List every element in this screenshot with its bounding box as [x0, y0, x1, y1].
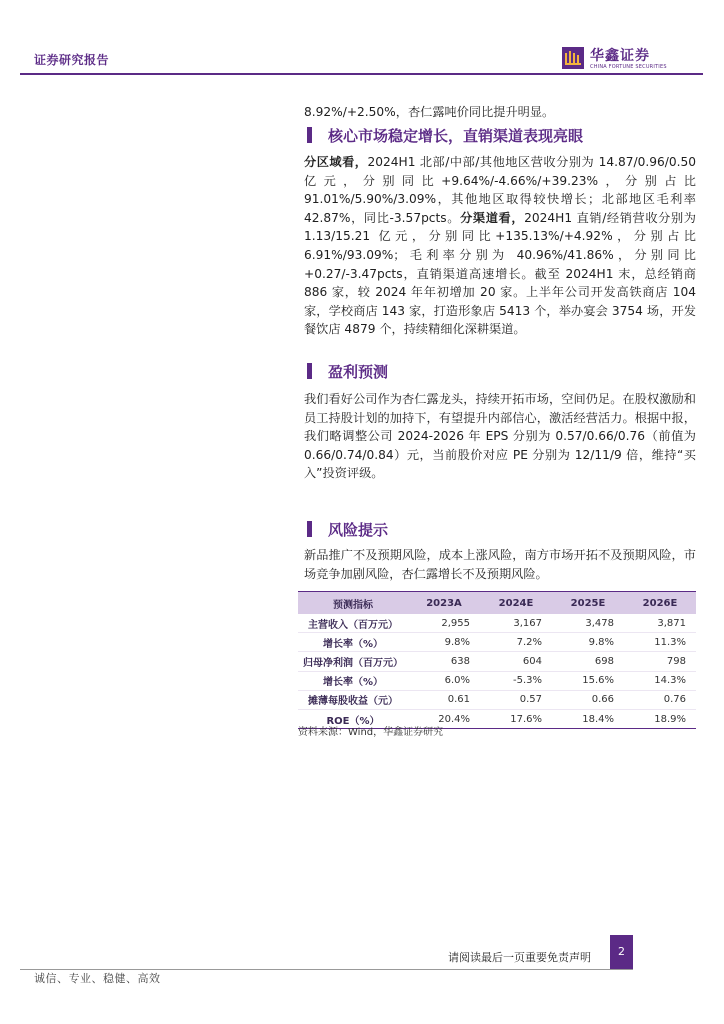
row-label: 增长率（%） [298, 633, 408, 652]
table-cell: 3,871 [624, 614, 696, 633]
table-cell: 798 [624, 652, 696, 671]
table-header-cell: 预测指标 [298, 592, 408, 615]
table-cell: -5.3% [480, 671, 552, 690]
table-cell: 0.57 [480, 690, 552, 709]
channel-text: 2024H1 直销/经销营收分别为 1.13/15.21 亿元，分别同比+135.13%/+4.92%，分别占比 6.91%/93.09%；毛利率分别为 40.96%/41.86%，分别同比+0.27/-3.47pcts，直销渠道高速增长。截至 2024H1 末，总经销商 886 家，较 2024 年年初增加 20 家。上半年公司开发高铁商店 104 家，学校商店 143 家，打造形象店 5413 个，举办宴会 3754 场，开发餐饮店 4879 个，持续精细化深耕渠道。 [304, 210, 696, 337]
row-label: 归母净利润（百万元） [298, 652, 408, 671]
table-cell: 698 [552, 652, 624, 671]
table-cell: 14.3% [624, 671, 696, 690]
logo-mark-icon [562, 47, 584, 69]
table-row [298, 614, 696, 633]
table-cell: 7.2% [480, 633, 552, 652]
header-divider [20, 73, 703, 75]
row-label: 主营收入（百万元） [298, 614, 408, 633]
table-cell: 18.4% [552, 709, 624, 728]
section-core-market-body [304, 153, 696, 339]
table-header-row [298, 592, 696, 615]
table-cell: 3,167 [480, 614, 552, 633]
table-cell: 18.9% [624, 709, 696, 728]
disclaimer-note: 请阅读最后一页重要免责声明 [448, 951, 591, 964]
table-cell: 17.6% [480, 709, 552, 728]
report-type-label: 证券研究报告 [34, 53, 110, 67]
section-marker [307, 127, 312, 143]
row-label: 摊薄每股收益（元） [298, 690, 408, 709]
table-cell: 638 [408, 652, 480, 671]
logo-text-cn: 华鑫证券 [590, 48, 650, 64]
table-header-cell: 2025E [552, 592, 624, 615]
table-row [298, 652, 696, 671]
table-cell: 15.6% [552, 671, 624, 690]
logo-text-en: CHINA FORTUNE SECURITIES [590, 64, 667, 70]
section-risk-body: 新品推广不及预期风险，成本上涨风险，南方市场开拓不及预期风险，市场竞争加剧风险，杏仁露增长不及预期风险。 [304, 548, 696, 581]
section-title: 风险提示 [328, 521, 389, 539]
table-source-note: 资料来源：Wind，华鑫证券研究 [298, 727, 444, 738]
row-label: 增长率（%） [298, 671, 408, 690]
table-row [298, 690, 696, 709]
table-cell: 6.0% [408, 671, 480, 690]
table-header-cell: 2026E [624, 592, 696, 615]
table-cell: 2,955 [408, 614, 480, 633]
intro-line: 8.92%/+2.50%，杏仁露吨价同比提升明显。 [304, 105, 555, 119]
table-row [298, 671, 696, 690]
region-text: 2024H1 北部/中部/其他地区营收分别为 14.87/0.96/0.50 亿元，分别同比+9.64%/-4.66%/+39.23%，分别占比 91.01%/5.90%/3.09%，其他地区取得较快增长；北部地区毛利率 42.87%，同比-3.57pcts。 [304, 155, 696, 225]
channel-lead: 分渠道看， [460, 210, 525, 225]
forecast-table [298, 591, 696, 729]
section-title: 盈利预测 [328, 363, 389, 381]
page-number: 2 [610, 935, 633, 969]
table-cell: 11.3% [624, 633, 696, 652]
table-cell: 20.4% [408, 709, 480, 728]
table-row [298, 633, 696, 652]
row-label: ROE（%） [298, 709, 408, 728]
region-lead: 分区域看， [304, 155, 368, 169]
footer-slogan: 诚信、专业、稳健、高效 [34, 972, 161, 985]
table-cell: 3,478 [552, 614, 624, 633]
table-cell: 0.76 [624, 690, 696, 709]
table-cell: 9.8% [552, 633, 624, 652]
table-header-cell: 2024E [480, 592, 552, 615]
table-cell: 0.66 [552, 690, 624, 709]
table-cell: 0.61 [408, 690, 480, 709]
table-cell: 9.8% [408, 633, 480, 652]
section-earnings-forecast-body: 我们看好公司作为杏仁露龙头，持续开拓市场，空间仍足。在股权激励和员工持股计划的加持下，有望提升内部信心，激活经营活力。根据中报，我们略调整公司 2024-2026 年 EPS 分别为 0.57/0.66/0.76（前值为 0.66/0.74/0.84）元，当前股价对应 PE 分别为 12/11/9 倍，维持“买入”投资评级。 [304, 392, 696, 481]
section-marker [307, 521, 312, 537]
section-marker [307, 363, 312, 379]
section-title: 核心市场稳定增长，直销渠道表现亮眼 [328, 127, 584, 145]
table-header-cell: 2023A [408, 592, 480, 615]
company-logo [562, 44, 667, 74]
table-cell: 604 [480, 652, 552, 671]
